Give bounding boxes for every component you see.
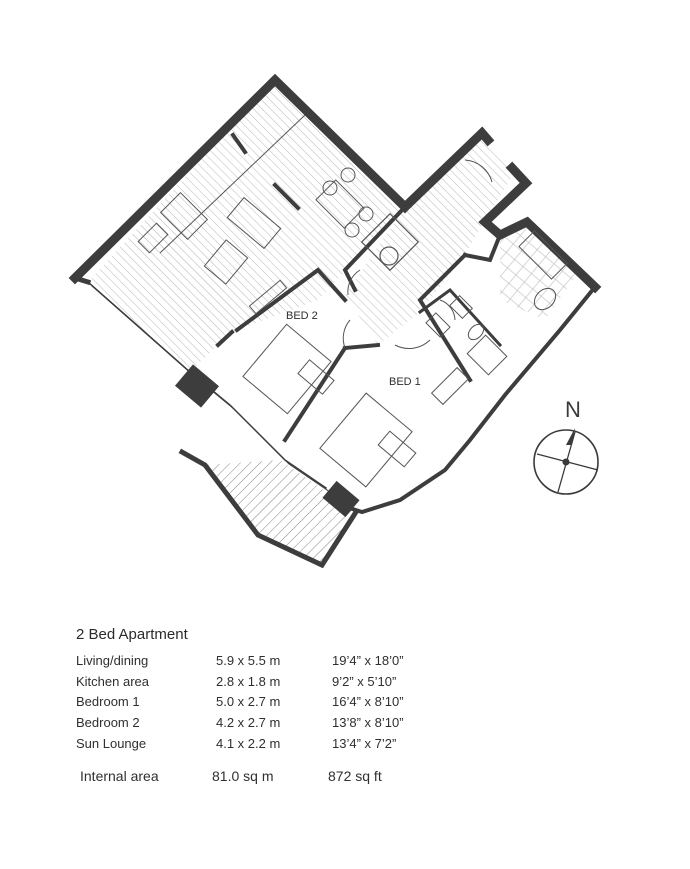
room-imperial: 13’4” x 7’2” — [332, 735, 397, 751]
room-metric: 4.2 x 2.7 m — [216, 715, 281, 731]
internal-area-row — [80, 768, 480, 788]
internal-area-metric: 81.0 sq m — [212, 768, 274, 784]
room-metric: 4.1 x 2.2 m — [216, 735, 281, 751]
north-label: N — [565, 397, 581, 422]
room-name: Sun Lounge — [76, 735, 147, 751]
room-name: Living/dining — [76, 653, 149, 668]
internal-area-imperial: 872 sq ft — [328, 768, 382, 784]
bed-2-label: BED 2 — [286, 310, 318, 322]
bed-2-furniture — [243, 324, 334, 413]
north-compass — [534, 397, 598, 494]
bed-1-label: BED 1 — [389, 376, 421, 388]
apartment-title: 2 Bed Apartment — [76, 626, 188, 643]
room-name: Bedroom 1 — [76, 694, 140, 710]
room-name: Kitchen area — [76, 673, 149, 689]
room-metric: 5.9 x 5.5 m — [216, 653, 281, 668]
room-imperial: 13’8” x 8’10” — [332, 715, 404, 731]
room-name: Bedroom 2 — [76, 715, 140, 731]
room-metric: 5.0 x 2.7 m — [216, 694, 281, 710]
room-metric: 2.8 x 1.8 m — [216, 673, 281, 689]
internal-area-label: Internal area — [80, 768, 159, 784]
room-imperial: 19’4” x 18’0” — [332, 653, 404, 668]
room-imperial: 16’4” x 8’10” — [332, 694, 404, 710]
room-imperial: 9’2” x 5’10” — [332, 673, 397, 689]
